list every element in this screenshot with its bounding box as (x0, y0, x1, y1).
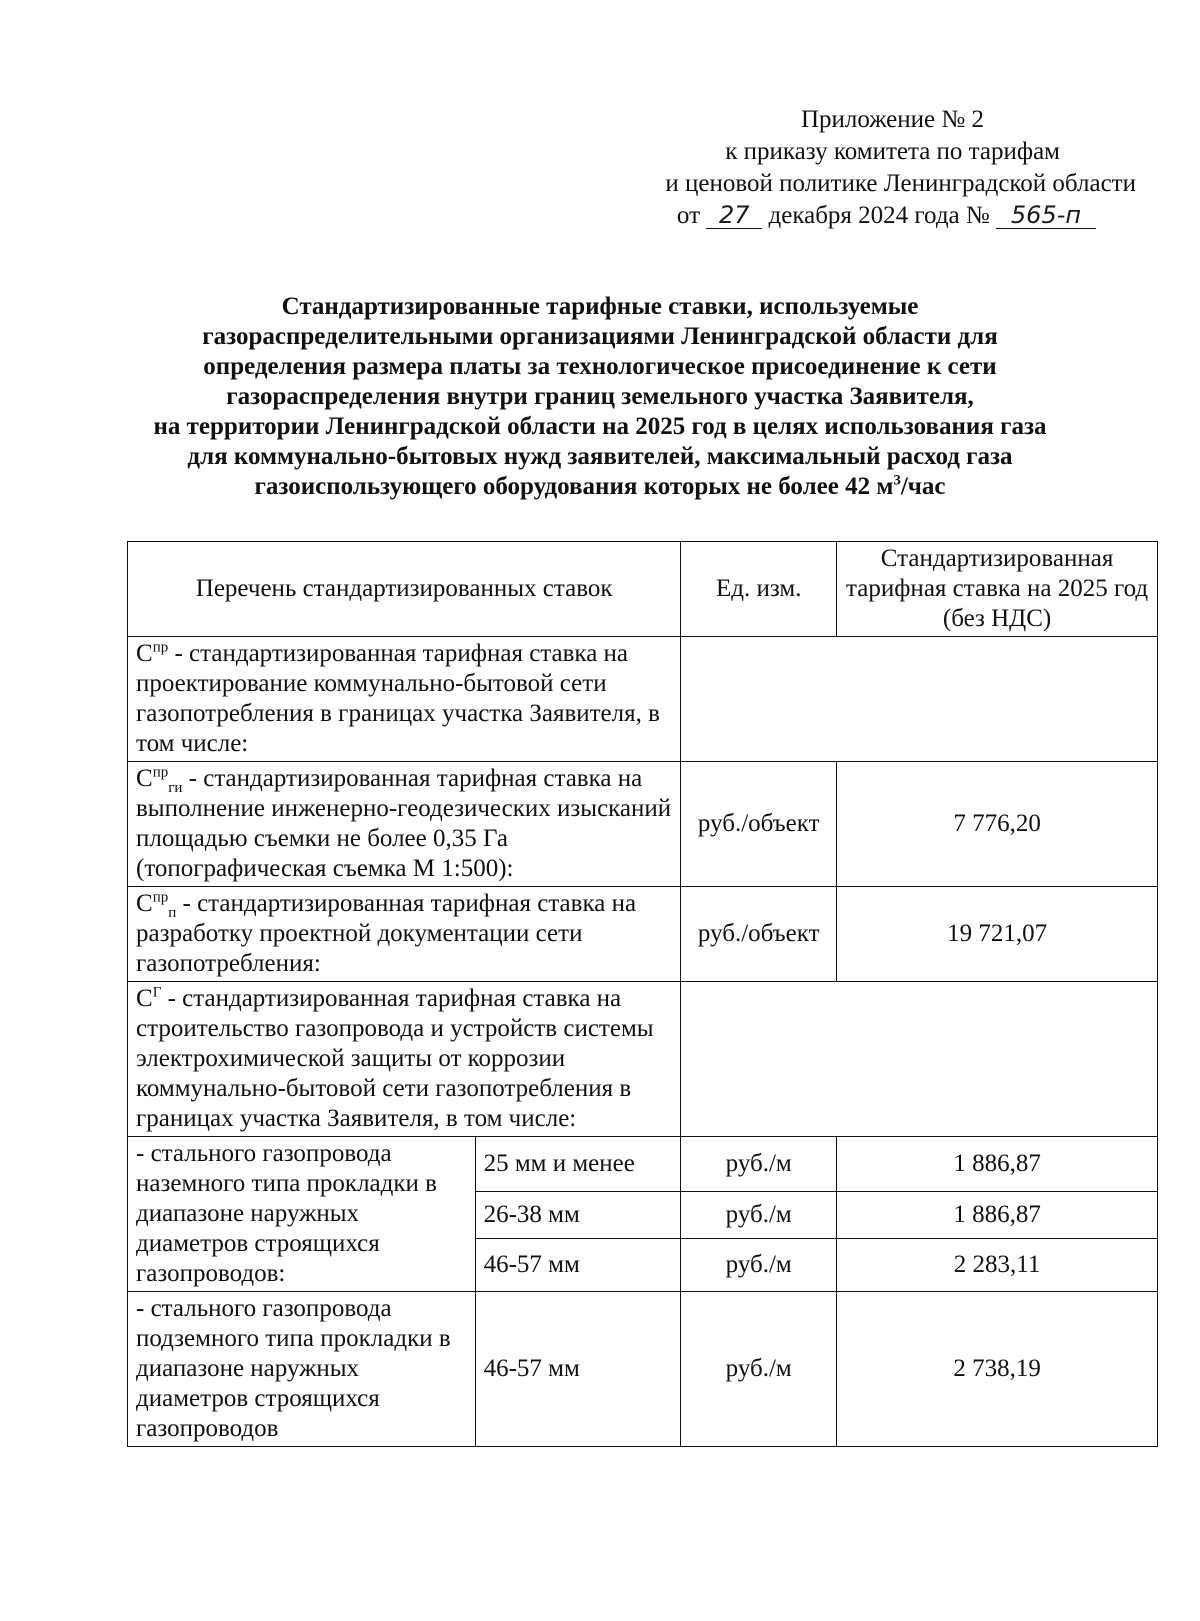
appendix-order-line: к приказу комитета по тарифам (725, 138, 1060, 165)
diameter-cell: 26-38 мм (475, 1192, 681, 1239)
survey-rate-description: $С^{пр}_{ги}$ - стандартизированная тарифная ставка на выполнение инженерно-геодезических изысканий площадью съемки не более 0,35 Га (топографическая съемка М 1:500): (128, 762, 681, 887)
appendix-title: Приложение № 2 (800, 106, 984, 133)
title-line-4: газораспределения внутри границ земельного участка Заявителя, (226, 383, 974, 410)
construction-rate-description: $С^Г$ - стандартизированная тарифная ставка на строительство газопровода и устройств системы электрохимической защиты от коррозии коммунально-бытовой сети газопотребления в границах участка Заявителя, в том числе: (128, 982, 681, 1137)
handwritten-order-number: 565-п (996, 202, 1096, 229)
project-docs-rate-value: 19 721,07 (837, 887, 1158, 982)
appendix-date-line (665, 200, 1136, 232)
diameter-cell: 46-57 мм (475, 1239, 681, 1292)
cubic-superscript: 3 (893, 472, 901, 489)
title-line-7-text: газоиспользующего оборудования которых не более 42 м (254, 473, 894, 500)
title-line-3: определения размера платы за технологическое присоединение к сети (203, 353, 997, 380)
table-row (128, 887, 1158, 982)
appendix-committee-line: и ценовой политике Ленинградской области (665, 170, 1136, 197)
value-cell: 2 738,19 (837, 1292, 1158, 1447)
value-cell: 2 283,11 (837, 1239, 1158, 1292)
title-line-5: на территории Ленинградской области на 2025 год в целях использования газа (153, 413, 1047, 440)
title-line-2: газораспределительными организациями Ленинградской области для (202, 323, 998, 350)
date-prefix: от (676, 202, 701, 229)
survey-rate-unit: руб./объект (681, 762, 837, 887)
project-docs-rate-unit: руб./объект (681, 887, 837, 982)
value-cell: 1 886,87 (837, 1192, 1158, 1239)
table-row (128, 1292, 1158, 1447)
date-middle: декабря 2024 года № (768, 202, 990, 229)
document-title (60, 292, 1140, 502)
header-list: Перечень стандартизированных ставок (128, 542, 681, 637)
table-row (128, 762, 1158, 887)
unit-cell: руб./м (681, 1192, 837, 1239)
empty-cell (681, 982, 1158, 1137)
table-row (128, 1137, 1158, 1192)
title-line-7 (60, 472, 1140, 502)
handwritten-day: 27 (706, 202, 762, 229)
title-line-7-unit: /час (900, 473, 946, 500)
design-rate-description: $С^{пр}$ - стандартизированная тарифная ставка на проектирование коммунально-бытовой сети газопотребления в границах участка Заявителя, в том числе: (128, 637, 681, 762)
diameter-cell: 46-57 мм (475, 1292, 681, 1447)
header-rate: Стандартизированная тарифная ставка на 2025 год (без НДС) (837, 542, 1158, 637)
table-row (128, 637, 1158, 762)
above-ground-pipeline-label: - стального газопровода наземного типа прокладки в диапазоне наружных диаметров строящихся газопроводов: (128, 1137, 476, 1292)
project-docs-rate-description: $С^{пр}_п$ - стандартизированная тарифная ставка на разработку проектной документации сети газопотребления: (128, 887, 681, 982)
unit-cell: руб./м (681, 1137, 837, 1192)
survey-rate-value: 7 776,20 (837, 762, 1158, 887)
title-line-6: для коммунально-бытовых нужд заявителей, максимальный расход газа (187, 443, 1013, 470)
diameter-cell: 25 мм и менее (475, 1137, 681, 1192)
unit-cell: руб./м (681, 1239, 837, 1292)
header-unit: Ед. изм. (681, 542, 837, 637)
appendix-header (665, 104, 1136, 232)
value-cell: 1 886,87 (837, 1137, 1158, 1192)
table-header-row (128, 542, 1158, 637)
title-line-1: Стандартизированные тарифные ставки, используемые (281, 293, 919, 320)
underground-pipeline-label: - стального газопровода подземного типа прокладки в диапазоне наружных диаметров строящихся газопроводов (128, 1292, 476, 1447)
table-row (128, 982, 1158, 1137)
unit-cell: руб./м (681, 1292, 837, 1447)
empty-cell (681, 637, 1158, 762)
tariff-table (127, 541, 1158, 1447)
